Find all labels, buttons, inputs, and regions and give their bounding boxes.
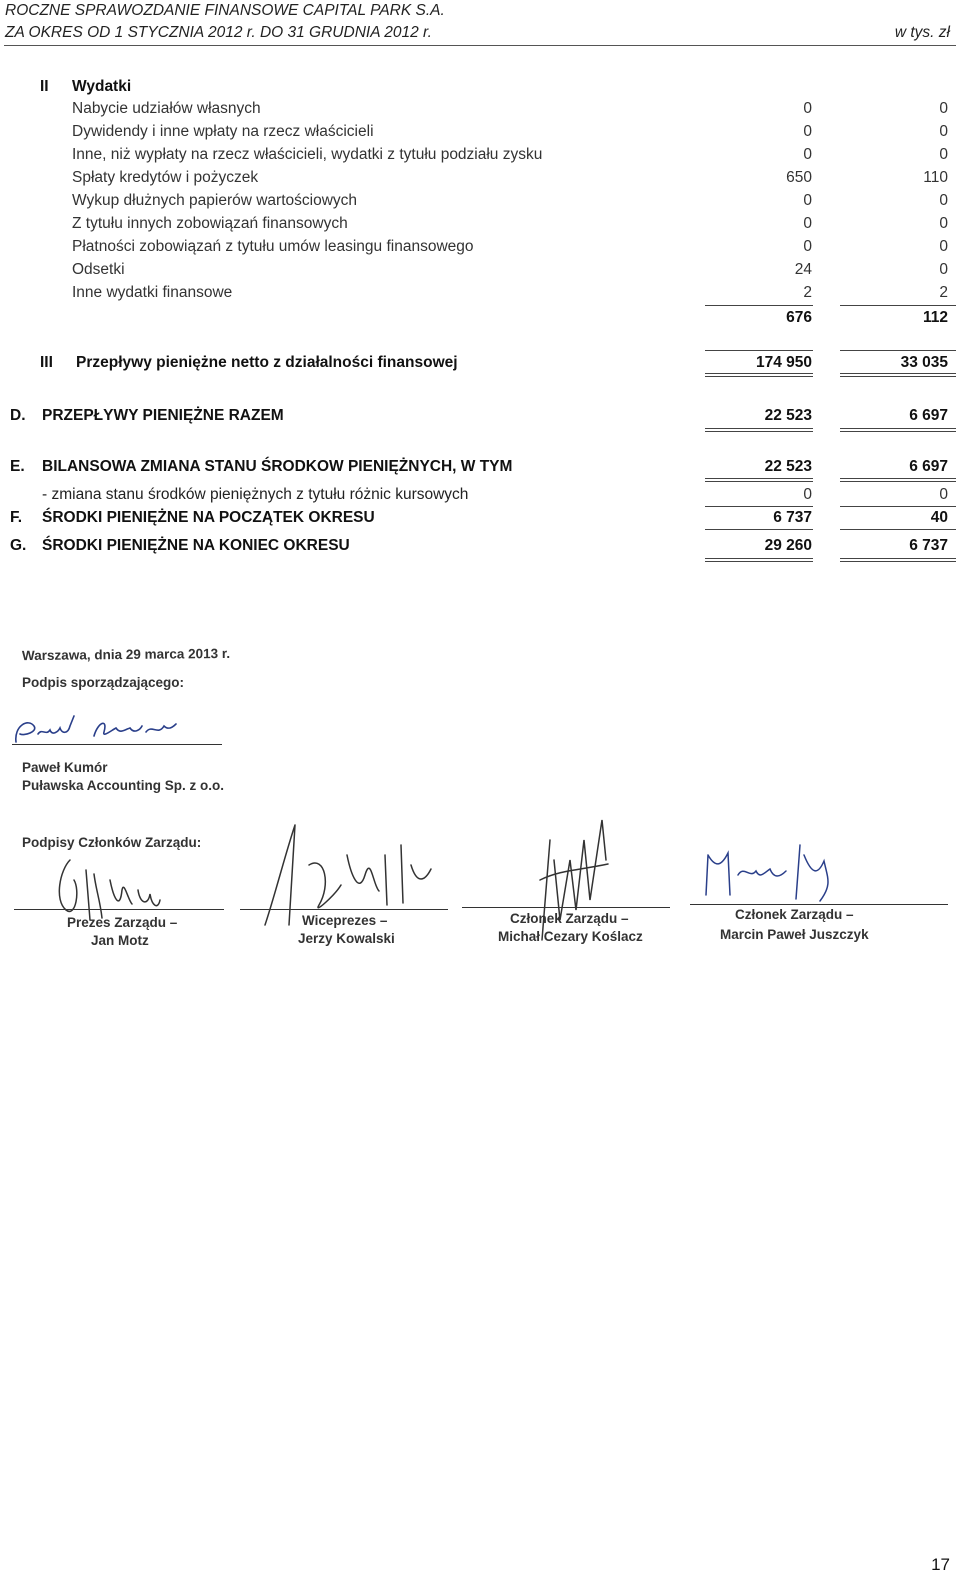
section-expenses-heading xyxy=(0,76,960,98)
expenses-total-row xyxy=(0,307,960,329)
row-value-2011: 0 xyxy=(939,123,948,140)
row-label: Inne, niż wypłaty na rzecz właścicieli, wydatki z tytułu podziału zysku xyxy=(72,146,543,163)
row-value-2011: 0 xyxy=(939,261,948,278)
table-row xyxy=(0,167,960,189)
member-1-role: Prezes Zarządu – xyxy=(67,915,178,930)
row-value-2011: 0 xyxy=(939,192,948,209)
row-letter: F. xyxy=(10,509,23,526)
signature-line xyxy=(12,744,222,745)
signature-line xyxy=(240,909,448,910)
board-heading: Podpisy Członków Zarządu: xyxy=(22,835,202,850)
report-title: ROCZNE SPRAWOZDANIE FINANSOWE CAPITAL PARK S.A. xyxy=(5,2,445,19)
row-label: PRZEPŁYWY PIENIĘŻNE RAZEM xyxy=(42,407,284,424)
row-value-2011: 0 xyxy=(939,486,948,503)
place-date: Warszawa, dnia 29 marca 2013 r. xyxy=(21,645,231,664)
row-value-2012: 0 xyxy=(803,123,812,140)
member-4-name: Marcin Paweł Juszczyk xyxy=(720,927,869,942)
row-value-2011: 0 xyxy=(939,215,948,232)
summary-row-fx xyxy=(0,484,960,506)
summary-row-f xyxy=(0,507,960,529)
member-1-name: Jan Motz xyxy=(91,933,149,948)
row-value-2012: 0 xyxy=(803,486,812,503)
row-label: Spłaty kredytów i pożyczek xyxy=(72,169,259,186)
row-letter: D. xyxy=(10,407,26,424)
row-label: Dywidendy i inne wpłaty na rzecz właścicieli xyxy=(72,123,374,140)
row-value-2011: 0 xyxy=(939,238,948,255)
double-rule xyxy=(705,373,813,377)
row-value-2011: 40 xyxy=(930,509,948,526)
double-rule xyxy=(840,558,956,562)
row-value-2011: 6 697 xyxy=(909,407,948,424)
row-value-2012: 174 950 xyxy=(755,354,812,371)
section-rule xyxy=(705,350,813,351)
member-3-role: Członek Zarządu – xyxy=(510,911,629,926)
row-rule xyxy=(705,529,813,530)
double-rule xyxy=(840,428,956,432)
signature-line xyxy=(462,907,670,908)
row-label: Nabycie udziałów własnych xyxy=(72,100,261,117)
signature-4-icon xyxy=(700,835,840,915)
row-value-2012: 0 xyxy=(803,238,812,255)
row-value-2012: 0 xyxy=(803,146,812,163)
member-2-name: Jerzy Kowalski xyxy=(298,931,395,946)
row-value-2011: 33 035 xyxy=(900,354,948,371)
preparer-company: Puławska Accounting Sp. z o.o. xyxy=(22,778,225,793)
section-rule xyxy=(840,350,956,351)
row-value-2011: 0 xyxy=(939,146,948,163)
double-rule xyxy=(705,428,813,432)
row-label: BILANSOWA ZMIANA STANU ŚRODKOW PIENIĘŻNYCH, W TYM xyxy=(42,458,513,475)
row-label: Przepływy pieniężne netto z działalności finansowej xyxy=(76,354,458,371)
section-title: Wydatki xyxy=(72,78,132,95)
subtotal-rule xyxy=(705,305,813,306)
subtotal-rule xyxy=(840,305,956,306)
row-value-2012: 22 523 xyxy=(764,407,812,424)
row-value-2011: 0 xyxy=(939,100,948,117)
row-label: - zmiana stanu środków pieniężnych z tytułu różnic kursowych xyxy=(42,486,469,503)
table-row xyxy=(0,213,960,235)
row-value-2012: 650 xyxy=(786,169,812,186)
signature-3-icon xyxy=(520,800,630,950)
member-2-role: Wiceprezes – xyxy=(302,913,388,928)
preparer-signature-icon xyxy=(12,712,182,752)
total-value-2012: 676 xyxy=(786,309,812,326)
member-4-role: Członek Zarządu – xyxy=(735,907,854,922)
section-number: III xyxy=(40,354,53,371)
row-value-2012: 0 xyxy=(803,192,812,209)
row-value-2011: 110 xyxy=(923,169,948,186)
row-label: ŚRODKI PIENIĘŻNE NA POCZĄTEK OKRESU xyxy=(42,509,375,526)
table-row xyxy=(0,121,960,143)
header-divider xyxy=(4,45,956,46)
table-row xyxy=(0,282,960,304)
row-value-2012: 24 xyxy=(794,261,812,278)
summary-row-e xyxy=(0,456,960,478)
row-value-2012: 2 xyxy=(803,284,812,301)
row-label: Wykup dłużnych papierów wartościowych xyxy=(72,192,358,209)
double-rule xyxy=(705,478,813,482)
table-row xyxy=(0,190,960,212)
table-row xyxy=(0,98,960,120)
page-number: 17 xyxy=(931,1555,950,1574)
summary-row-d xyxy=(0,405,960,427)
row-letter: E. xyxy=(10,458,25,475)
report-period: ZA OKRES OD 1 STYCZNIA 2012 r. DO 31 GRUDNIA 2012 r. xyxy=(5,24,432,41)
preparer-name: Paweł Kumór xyxy=(22,760,108,775)
member-3-name: Michał Cezary Koślacz xyxy=(498,929,643,944)
row-value-2011: 6 697 xyxy=(909,458,948,475)
row-value-2012: 0 xyxy=(803,215,812,232)
section-number: II xyxy=(40,78,49,95)
currency-unit: w tys. zł xyxy=(894,24,950,41)
table-row xyxy=(0,236,960,258)
row-value-2012: 6 737 xyxy=(773,509,812,526)
row-letter: G. xyxy=(10,537,27,554)
preparer-heading: Podpis sporządzającego: xyxy=(22,675,185,690)
signature-line xyxy=(690,904,948,905)
row-value-2011: 6 737 xyxy=(909,537,948,554)
row-value-2012: 29 260 xyxy=(764,537,812,554)
summary-row-g xyxy=(0,535,960,557)
row-rule xyxy=(840,529,956,530)
double-rule xyxy=(705,558,813,562)
double-rule xyxy=(840,478,956,482)
table-row xyxy=(0,144,960,166)
total-value-2011: 112 xyxy=(922,309,948,326)
row-label: Inne wydatki finansowe xyxy=(72,284,233,301)
row-value-2011: 2 xyxy=(939,284,948,301)
net-financing-row xyxy=(0,352,960,374)
table-row xyxy=(0,259,960,281)
row-value-2012: 0 xyxy=(803,100,812,117)
row-label: Z tytułu innych zobowiązań finansowych xyxy=(72,215,348,232)
row-label: Odsetki xyxy=(72,261,125,278)
double-rule xyxy=(840,373,956,377)
row-value-2012: 22 523 xyxy=(764,458,812,475)
row-label: Płatności zobowiązań z tytułu umów leasingu finansowego xyxy=(72,238,474,255)
row-label: ŚRODKI PIENIĘŻNE NA KONIEC OKRESU xyxy=(42,537,350,554)
signature-line xyxy=(14,909,224,910)
